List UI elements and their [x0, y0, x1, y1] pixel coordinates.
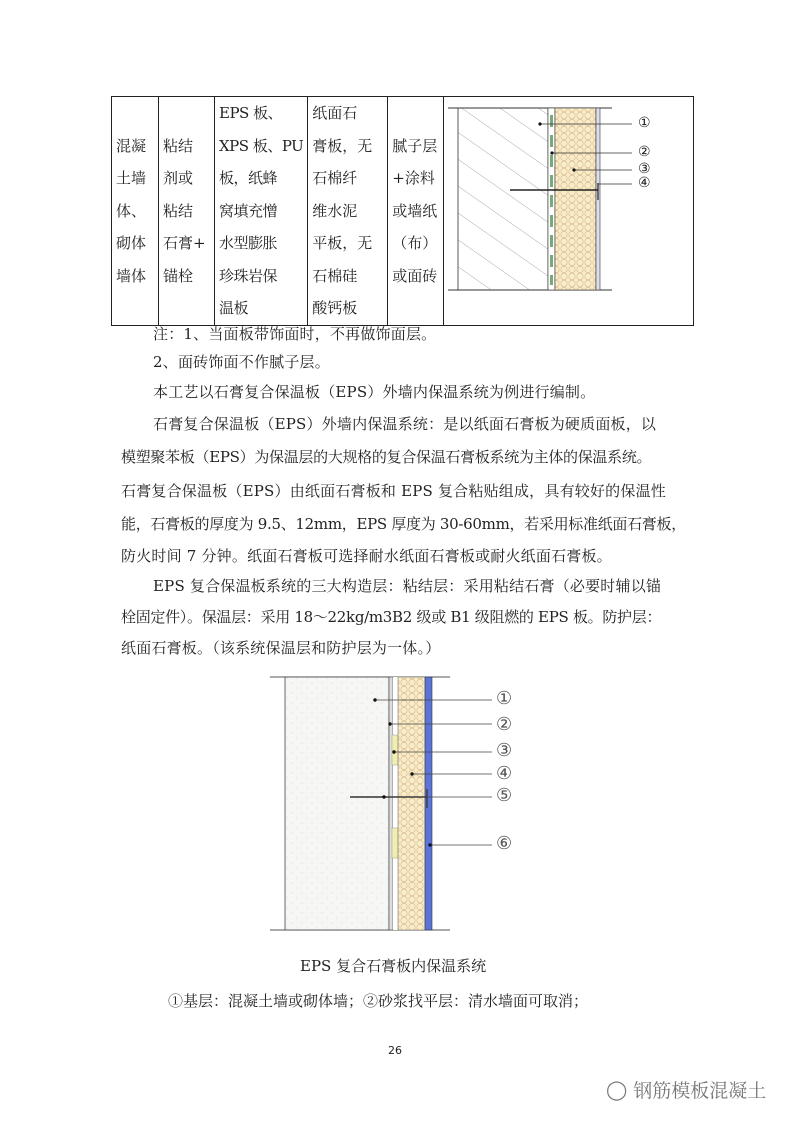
callout-1: ① [496, 688, 513, 709]
cell-line: 腻子层 [392, 136, 438, 155]
cell-line: 温板 [219, 299, 249, 317]
cell-line: 砌体 [116, 234, 147, 252]
callout-3: ③ [496, 740, 513, 761]
paragraph: 防火时间 7 分钟。纸面石膏板可选择耐水纸面石膏板或耐火纸面石膏板。 [121, 547, 612, 565]
cell-line: 酸钙板 [312, 299, 358, 317]
wechat-icon: ◯ [606, 1078, 628, 1101]
paragraph: EPS 复合保温板系统的三大构造层：粘结层：采用粘结石膏（必要时辅以锚 [153, 577, 662, 595]
figure-caption: EPS 复合石膏板内保温系统 [300, 957, 487, 975]
cell-line: 纸面石 [312, 104, 358, 122]
callout-6: ⑥ [496, 833, 513, 854]
callout-1: ① [638, 115, 651, 131]
eps-system-diagram [270, 677, 492, 930]
cell-line: XPS 板、PU [219, 136, 304, 155]
callout-4: ④ [496, 763, 513, 784]
watermark-text: 钢筋模板混凝土 [633, 1080, 767, 1102]
cell-line: 维水泥 [312, 201, 358, 220]
cell-line: 膏板，无 [312, 136, 373, 155]
cell-line: 锚栓 [163, 266, 194, 285]
paragraph: 石膏复合保温板（EPS）外墙内保温系统：是以纸面石膏板为硬质面板，以 [153, 415, 657, 433]
cell-line: 混凝 [116, 136, 147, 155]
note-2: 2、面砖饰面不作腻子层。 [153, 353, 330, 371]
paragraph: 能，石膏板的厚度为 9.5、12mm，EPS 厚度为 30-60mm，若采用标准纸面石膏板， [121, 515, 686, 533]
callout-2: ② [638, 144, 651, 160]
cell-line: 或墙纸 [392, 201, 438, 220]
cell-line: 剂或 [163, 169, 194, 187]
paragraph: 模塑聚苯板（EPS）为保温层的大规格的复合保温石膏板系统为主体的保温系统。 [121, 448, 652, 466]
cell-line: 板，纸蜂 [219, 169, 278, 187]
cell-line: （布） [392, 234, 438, 252]
callout-3: ③ [638, 161, 651, 177]
cell-line: +涂料 [392, 169, 435, 187]
paragraph: 本工艺以石膏复合保温板（EPS）外墙内保温系统为例进行编制。 [153, 383, 596, 401]
cell-line: 粘结 [163, 201, 194, 220]
cell-line: EPS 板、 [219, 104, 283, 122]
cell-line: 石棉纤 [312, 169, 358, 187]
page-number: 26 [388, 1044, 402, 1057]
note-1: 注：1、当面板带饰面时，不再做饰面层。 [153, 325, 437, 343]
cell-line: 平板，无 [312, 234, 373, 252]
callout-2: ② [496, 714, 513, 735]
watermark [606, 1076, 766, 1103]
cell-line: 石膏+ [163, 234, 206, 252]
paragraph: 石膏复合保温板（EPS）由纸面石膏板和 EPS 复合粘贴组成，具有较好的保温性 [121, 482, 666, 500]
cell-line: 水型膨胀 [219, 234, 278, 252]
cell-line: 窝填充憎 [219, 201, 278, 220]
cell-line: 粘结 [163, 136, 194, 155]
paragraph: 纸面石膏板。（该系统保温层和防护层为一体。） [121, 639, 441, 657]
cell-line: 体、 [116, 201, 147, 220]
cell-line: 珍珠岩保 [219, 266, 278, 285]
cell-line: 石棉硅 [312, 266, 358, 285]
figure-legend: ①基层：混凝土墙或砌体墙；②砂浆找平层：清水墙面可取消； [168, 992, 589, 1010]
callout-5: ⑤ [496, 785, 513, 806]
cell-line: 土墙 [116, 169, 147, 187]
callout-4: ④ [638, 175, 651, 191]
table-wall-diagram [448, 108, 632, 290]
paragraph: 栓固定件）。保温层：采用 18～22kg/m3B2 级或 B1 级阻燃的 EPS 板。防护层： [121, 608, 662, 626]
cell-line: 墙体 [116, 266, 147, 285]
cell-line: 或面砖 [392, 266, 438, 285]
